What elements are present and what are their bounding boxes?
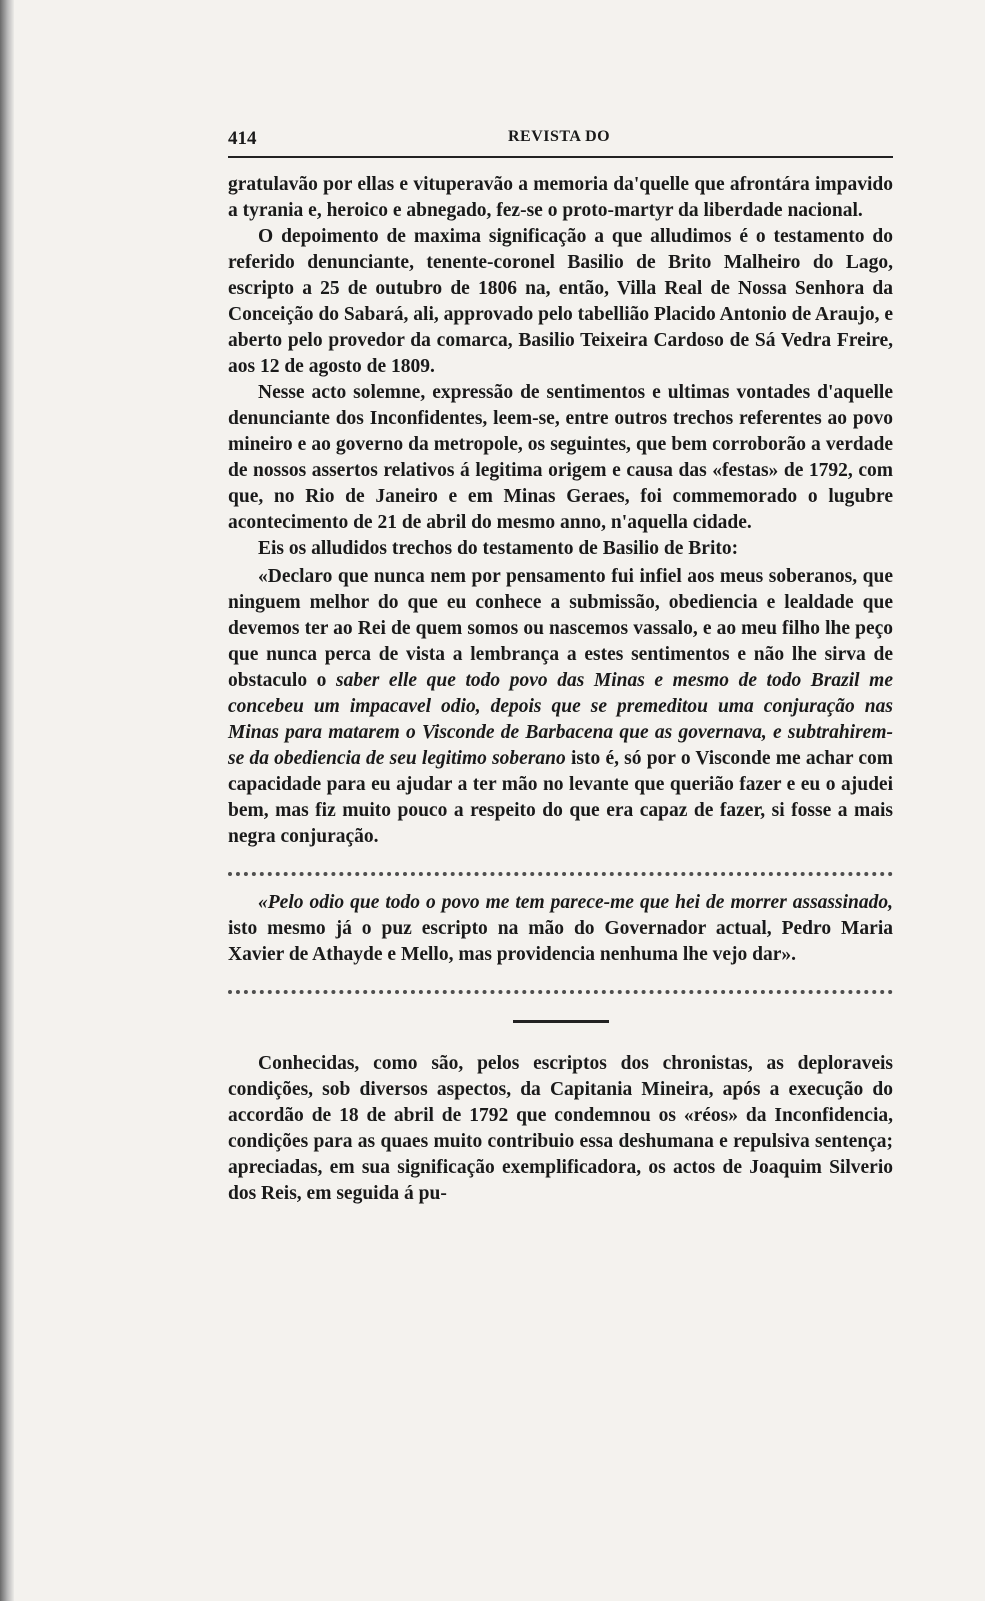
- quote-declaration: [228, 564, 893, 850]
- running-head: [228, 120, 893, 158]
- quote-hatred-italic: «Pelo odio que todo o povo me tem parece-me que hei de morrer assassinado,: [258, 892, 893, 913]
- paragraph-continuation: gratulavão por ellas e vituperavão a memoria da'quelle que afrontára impavido a tyrania e, heroico e abnegado, fez-se o proto-martyr da liberdade nacional.: [228, 174, 893, 221]
- quote-declaration-text-end: isto é, só por o Visconde me achar com capacidade para eu ajudar a ter mão no levante que querião fazer e eu o ajudei bem, mas fiz muito pouco a respeito do que era capaz de fazer, si fosse a mais negra conjuração.: [228, 748, 893, 847]
- paragraph-testament: O depoimento de maxima significação a que alludimos é o testamento do referido denunciante, tenente-coronel Basilio de Brito Malheiro do Lago, escripto a 25 de outubro de 1806 na, então, Villa Real de Nossa Senhora da Conceição do Sabará, ali, approvado pelo tabellião Placido Antonio de Araujo, e aberto pelo provedor da comarca, Basilio Teixeira Cardoso de Sá Vedra Freire, aos 12 de agosto de 1809.: [228, 226, 893, 377]
- quote-declaration-text: «Declaro que nunca nem por pensamento fui infiel aos meus soberanos, que ninguem melhor do que eu conhece a submissão, obediencia e lealdade que devemos ter ao Rei de quem somos ou nascemos vassalo, e ao meu filho lhe peço que nunca perca de vista a lembrança a estes sentimentos e não lhe sirva de obstaculo o: [228, 566, 893, 691]
- closing-section: [228, 1051, 893, 1207]
- binding-edge: [0, 0, 14, 1601]
- paragraph-closing: Conhecidas, como são, pelos escriptos dos chronistas, as deploraveis condições, sob diversos aspectos, da Capitania Mineira, após a execução do accordão de 18 de abril de 1792 que condemnou os «réos» da Inconfidencia, condições para as quaes muito contribuio essa deshumana e repulsiva sentença; apreciadas, em sua significação exemplificadora, os actos de Joaquim Silverio dos Reis, em seguida á pu-: [228, 1053, 893, 1204]
- paragraph-quote-intro: Eis os alludidos trechos do testamento de Basilio de Brito:: [258, 538, 739, 559]
- ellipsis-dotted-line-2: [228, 982, 893, 994]
- quote-declaration-italic: saber elle que todo povo das Minas e mesmo de todo Brazil me concebeu um impacavel odio, depois que se premeditou uma conjuração nas Minas para matarem o Visconde de Barbacena que as governava, e subtrahirem-se da obediencia de seu legitimo soberano: [228, 670, 893, 769]
- book-page: [228, 120, 893, 1207]
- journal-title: REVISTA DO: [508, 128, 611, 145]
- section-rule: [513, 1020, 609, 1023]
- paragraph-act: Nesse acto solemne, expressão de sentimentos e ultimas vontades d'aquelle denunciante dos Inconfidentes, leem-se, entre outros trechos referentes ao povo mineiro e ao governo da metropole, os seguintes, que bem corroborão a verdade de nossos assertos relativos á legitima origem e causa das «festas» de 1792, com que, no Rio de Janeiro e em Minas Geraes, foi commemorado o lugubre acontecimento de 21 de abril do mesmo anno, n'aquella cidade.: [228, 382, 893, 533]
- main-text: [228, 172, 893, 1207]
- ellipsis-dotted-line: [228, 864, 893, 876]
- page-number: 414: [228, 128, 257, 149]
- quote-hatred-text: isto mesmo já o puz escripto na mão do Governador actual, Pedro Maria Xavier de Athayde e Mello, mas providencia nenhuma lhe vejo dar».: [228, 918, 893, 965]
- quote-hatred: [228, 890, 893, 968]
